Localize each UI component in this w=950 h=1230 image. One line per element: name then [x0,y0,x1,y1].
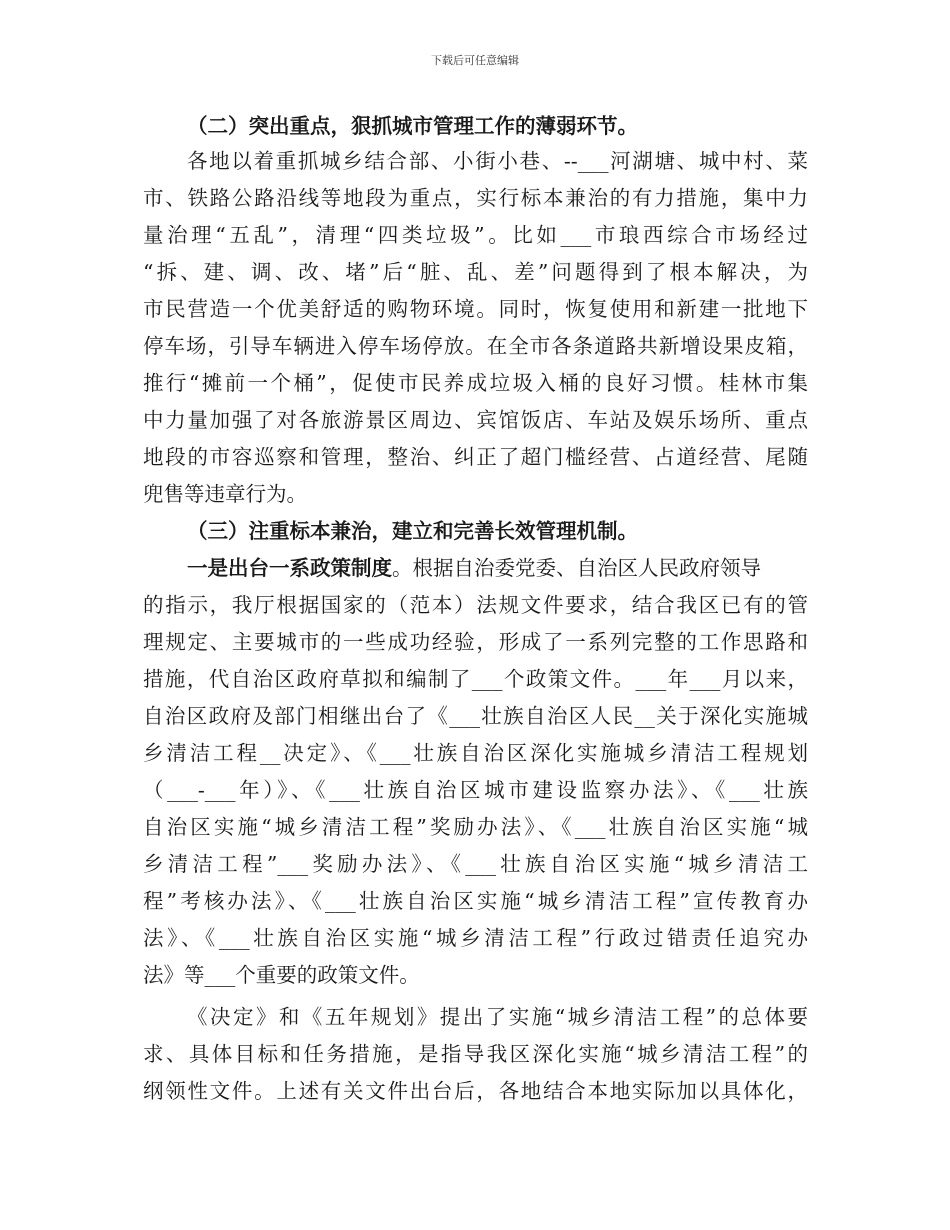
lead-rest: 。根据自治委党委、自治区人民政府领导 [392,556,761,580]
paragraph-line: 乡清洁工程__决定》、《___壮族自治区深化实施城乡清洁工程规划 [143,741,808,765]
paragraph-line: 兜售等违章行为。 [143,482,307,506]
paragraph-line: 停车场，引导车辆进入停车场停放。在全市各条道路共新增设果皮箱， [143,334,808,358]
paragraph-line: 纲领性文件。上述有关文件出台后，各地结合本地实际加以具体化， [143,1079,808,1103]
page-header: 下载后可任意编辑 [431,54,519,67]
paragraph-line: 地段的市容巡察和管理，整治、纠正了超门槛经营、占道经营、尾随 [143,445,808,469]
paragraph-line: 求、具体目标和任务措施，是指导我区深化实施“城乡清洁工程”的 [143,1042,808,1066]
paragraph-line: 市、铁路公路沿线等地段为重点，实行标本兼治的有力措施，集中力 [143,186,808,210]
paragraph-line: 乡清洁工程”___奖励办法》、《___壮族自治区实施“城乡清洁工 [143,852,808,876]
paragraph-line: 《决定》和《五年规划》提出了实施“城乡清洁工程”的总体要 [187,1005,808,1029]
lead-phrase: 一是出台一系政策制度 [187,556,392,580]
paragraph-line: （___-___年）》、《___壮族自治区城市建设监察办法》、《___壮族 [143,778,808,802]
paragraph-line: 措施，代自治区政府草拟和编制了___个政策文件。___年___月以来， [143,667,808,691]
section-heading: （三）注重标本兼治，建立和完善长效管理机制。 [187,519,638,543]
paragraph-line: 各地以着重抓城乡结合部、小街小巷、--___河湖塘、城中村、菜 [187,149,808,173]
section-heading: （二）突出重点，狠抓城市管理工作的薄弱环节。 [187,114,638,138]
paragraph-line: 法》等___个重要的政策文件。 [143,963,420,987]
paragraph-line: 法》、《___壮族自治区实施“城乡清洁工程”行政过错责任追究办 [143,926,808,950]
paragraph-line: “拆、建、调、改、堵”后“脏、乱、差”问题得到了根本解决，为 [143,260,808,284]
paragraph-line: 中力量加强了对各旅游景区周边、宾馆饭店、车站及娱乐场所、重点 [143,408,808,432]
paragraph-line: 量治理“五乱”，清理“四类垃圾”。比如___市琅西综合市场经过 [143,223,808,247]
paragraph-line: 理规定、主要城市的一些成功经验，形成了一系列完整的工作思路和 [143,630,808,654]
paragraph-line: 自治区实施“城乡清洁工程”奖励办法》、《___壮族自治区实施“城 [143,815,808,839]
paragraph-line: 市民营造一个优美舒适的购物环境。同时，恢复使用和新建一批地下 [143,297,808,321]
paragraph-line [143,550,808,587]
paragraph-line: 推行“摊前一个桶”，促使市民养成垃圾入桶的良好习惯。桂林市集 [143,371,808,395]
paragraph-line: 的指示，我厅根据国家的（范本）法规文件要求，结合我区已有的管 [143,593,808,617]
paragraph-line: 程”考核办法》、《___壮族自治区实施“城乡清洁工程”宣传教育办 [143,889,808,913]
paragraph-line: 自治区政府及部门相继出台了《___壮族自治区人民__关于深化实施城 [143,704,808,728]
